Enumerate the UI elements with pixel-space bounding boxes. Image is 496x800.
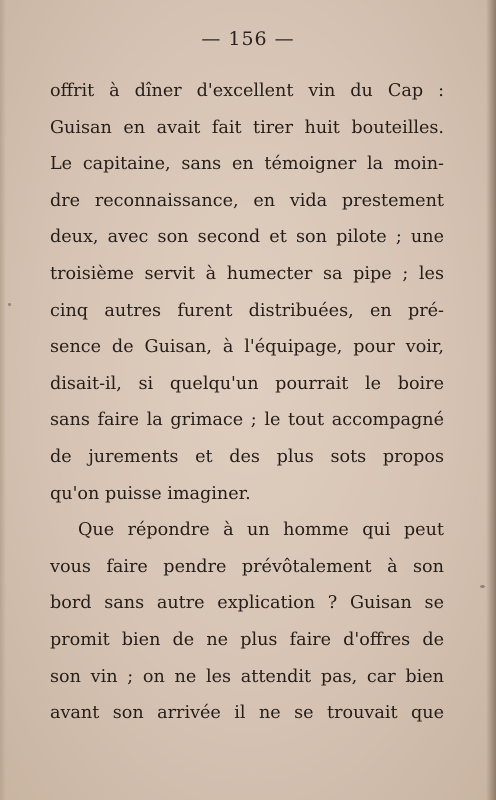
text-line: troisième servit à humecter sa pipe ; les [50, 263, 444, 284]
text-line: de jurements et des plus sots propos [50, 446, 444, 467]
text-line: bord sans autre explication ? Guisan se [50, 593, 444, 614]
text-line: Le capitaine, sans en témoigner la moin- [50, 154, 444, 175]
text-line: offrit à dîner d'excellent vin du Cap : [50, 81, 444, 101]
paper-speck [480, 585, 485, 588]
text-line: cinq autres furent distribuées, en pré- [50, 300, 444, 321]
text-line: Guisan en avait fait tirer huit bouteilles. [50, 117, 444, 138]
paper-speck [8, 303, 11, 306]
text-line: sence de Guisan, à l'équipage, pour voir, [50, 337, 444, 358]
page-edge-shadow-left [0, 0, 6, 800]
text-line: deux, avec son second et son pilote ; une [50, 227, 444, 248]
text-line: disait-il, si quelqu'un pourrait le boire [50, 373, 444, 394]
text-line: promit bien de ne plus faire d'offres de [50, 629, 444, 650]
text-line: Que répondre à un homme qui peut [78, 520, 444, 541]
text-line: dre reconnaissance, en vida prestement [50, 190, 444, 211]
page-number: — 156 — [201, 28, 295, 50]
body-text [50, 73, 444, 732]
text-line: vous faire pendre prévôtalement à son [50, 556, 444, 577]
text-line: avant son arrivée il ne se trouvait que [50, 703, 444, 724]
text-line: sans faire la grimace ; le tout accompagné [50, 410, 444, 431]
text-line: qu'on puisse imaginer. [50, 483, 251, 504]
page-edge-shadow-right [486, 0, 496, 800]
text-line: son vin ; on ne les attendit pas, car bien [50, 666, 444, 687]
